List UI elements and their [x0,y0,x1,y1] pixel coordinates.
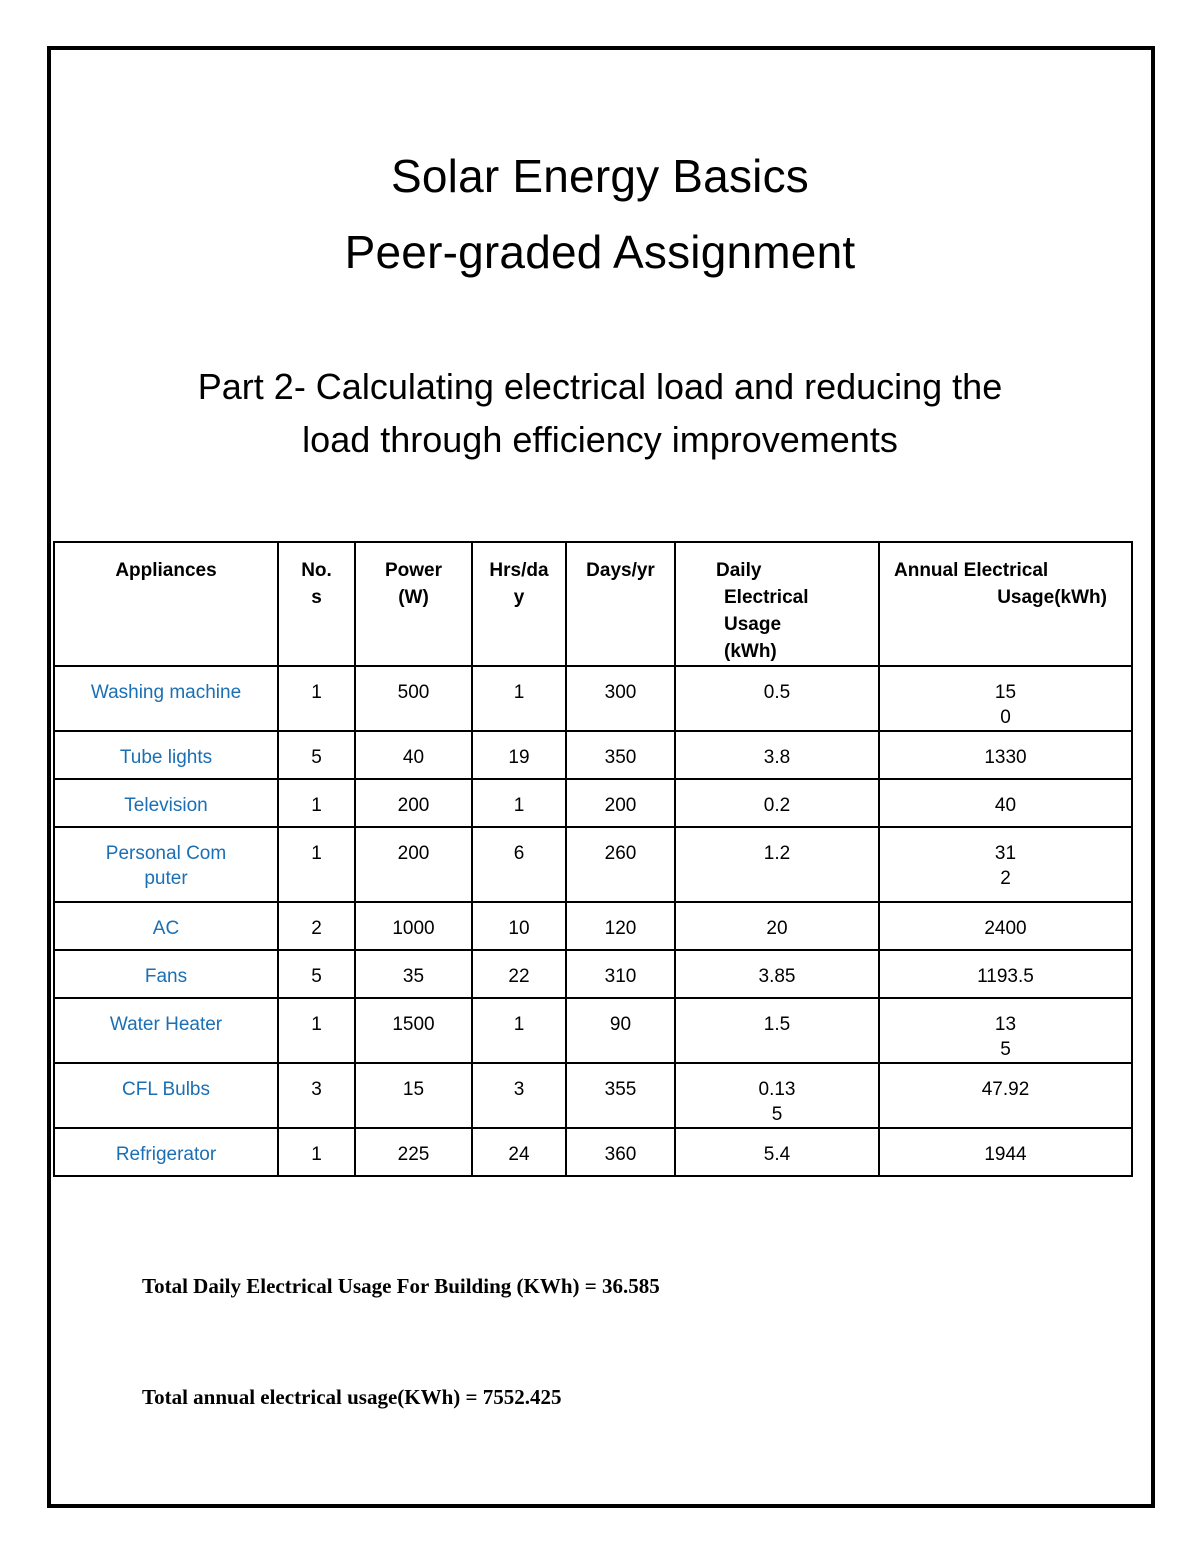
cell-days: 90 [566,998,675,1063]
cell-annual: 47.92 [879,1063,1132,1128]
cell-appliance: Washing machine [54,666,278,731]
cell-power: 500 [355,666,472,731]
table-row [54,902,1132,950]
table-row [54,827,1132,902]
cell-hrs: 6 [472,827,566,902]
cell-hrs: 10 [472,902,566,950]
cell-annual: 1193.5 [879,950,1132,998]
header-annual-usage: Annual Electrical Usage(kWh) [879,542,1132,666]
cell-appliance: Tube lights [54,731,278,779]
cell-hrs: 1 [472,779,566,827]
cell-nos: 2 [278,902,355,950]
table-row [54,1128,1132,1176]
cell-daily: 5.4 [675,1128,879,1176]
header-daily-usage: Daily Electrical Usage (kWh) [675,542,879,666]
cell-power: 15 [355,1063,472,1128]
cell-daily: 1.2 [675,827,879,902]
cell-nos: 1 [278,998,355,1063]
cell-power: 1500 [355,998,472,1063]
header-days-yr: Days/yr [566,542,675,666]
cell-appliance: Water Heater [54,998,278,1063]
cell-hrs: 24 [472,1128,566,1176]
cell-daily: 0.5 [675,666,879,731]
cell-nos: 1 [278,779,355,827]
cell-daily: 20 [675,902,879,950]
table-row [54,1063,1132,1128]
cell-power: 225 [355,1128,472,1176]
cell-appliance: AC [54,902,278,950]
cell-nos: 3 [278,1063,355,1128]
cell-days: 260 [566,827,675,902]
cell-annual: 2400 [879,902,1132,950]
table-row [54,779,1132,827]
table-row [54,998,1132,1063]
cell-nos: 5 [278,731,355,779]
cell-power: 200 [355,779,472,827]
cell-power: 1000 [355,902,472,950]
cell-days: 300 [566,666,675,731]
table-row [54,950,1132,998]
cell-days: 360 [566,1128,675,1176]
cell-annual: 40 [879,779,1132,827]
cell-hrs: 19 [472,731,566,779]
cell-appliance: Personal Computer [54,827,278,902]
cell-power: 35 [355,950,472,998]
appliance-usage-table [53,541,1133,1177]
cell-days: 310 [566,950,675,998]
table-row [54,731,1132,779]
cell-annual: 135 [879,998,1132,1063]
cell-appliance: Television [54,779,278,827]
cell-appliance: Refrigerator [54,1128,278,1176]
title-line-1: Solar Energy Basics [391,150,809,202]
cell-appliance: Fans [54,950,278,998]
document-subtitle [130,360,1070,466]
cell-annual: 1944 [879,1128,1132,1176]
cell-hrs: 3 [472,1063,566,1128]
header-hrs-day: Hrs/day [472,542,566,666]
cell-appliance: CFL Bulbs [54,1063,278,1128]
cell-daily: 3.85 [675,950,879,998]
total-daily-usage: Total Daily Electrical Usage For Building (KWh) = 36.585 [142,1274,660,1298]
cell-power: 200 [355,827,472,902]
cell-nos: 1 [278,666,355,731]
cell-nos: 5 [278,950,355,998]
cell-hrs: 1 [472,998,566,1063]
cell-days: 355 [566,1063,675,1128]
cell-nos: 1 [278,1128,355,1176]
header-nos: No.s [278,542,355,666]
cell-days: 350 [566,731,675,779]
total-annual-usage: Total annual electrical usage(KWh) = 7552.425 [142,1385,562,1409]
cell-daily: 0.135 [675,1063,879,1128]
cell-hrs: 22 [472,950,566,998]
cell-daily: 3.8 [675,731,879,779]
cell-daily: 1.5 [675,998,879,1063]
table-row [54,666,1132,731]
subtitle-line-1: Part 2- Calculating electrical load and reducing the [197,366,1003,407]
cell-annual: 150 [879,666,1132,731]
cell-annual: 1330 [879,731,1132,779]
header-power: Power(W) [355,542,472,666]
document-title [50,138,1150,290]
cell-annual: 312 [879,827,1132,902]
header-appliances: Appliances [54,542,278,666]
cell-hrs: 1 [472,666,566,731]
cell-daily: 0.2 [675,779,879,827]
table-header-row [54,542,1132,666]
cell-days: 120 [566,902,675,950]
cell-days: 200 [566,779,675,827]
title-line-2: Peer-graded Assignment [344,226,856,278]
cell-nos: 1 [278,827,355,902]
subtitle-line-2: load through efficiency improvements [302,419,898,460]
cell-power: 40 [355,731,472,779]
